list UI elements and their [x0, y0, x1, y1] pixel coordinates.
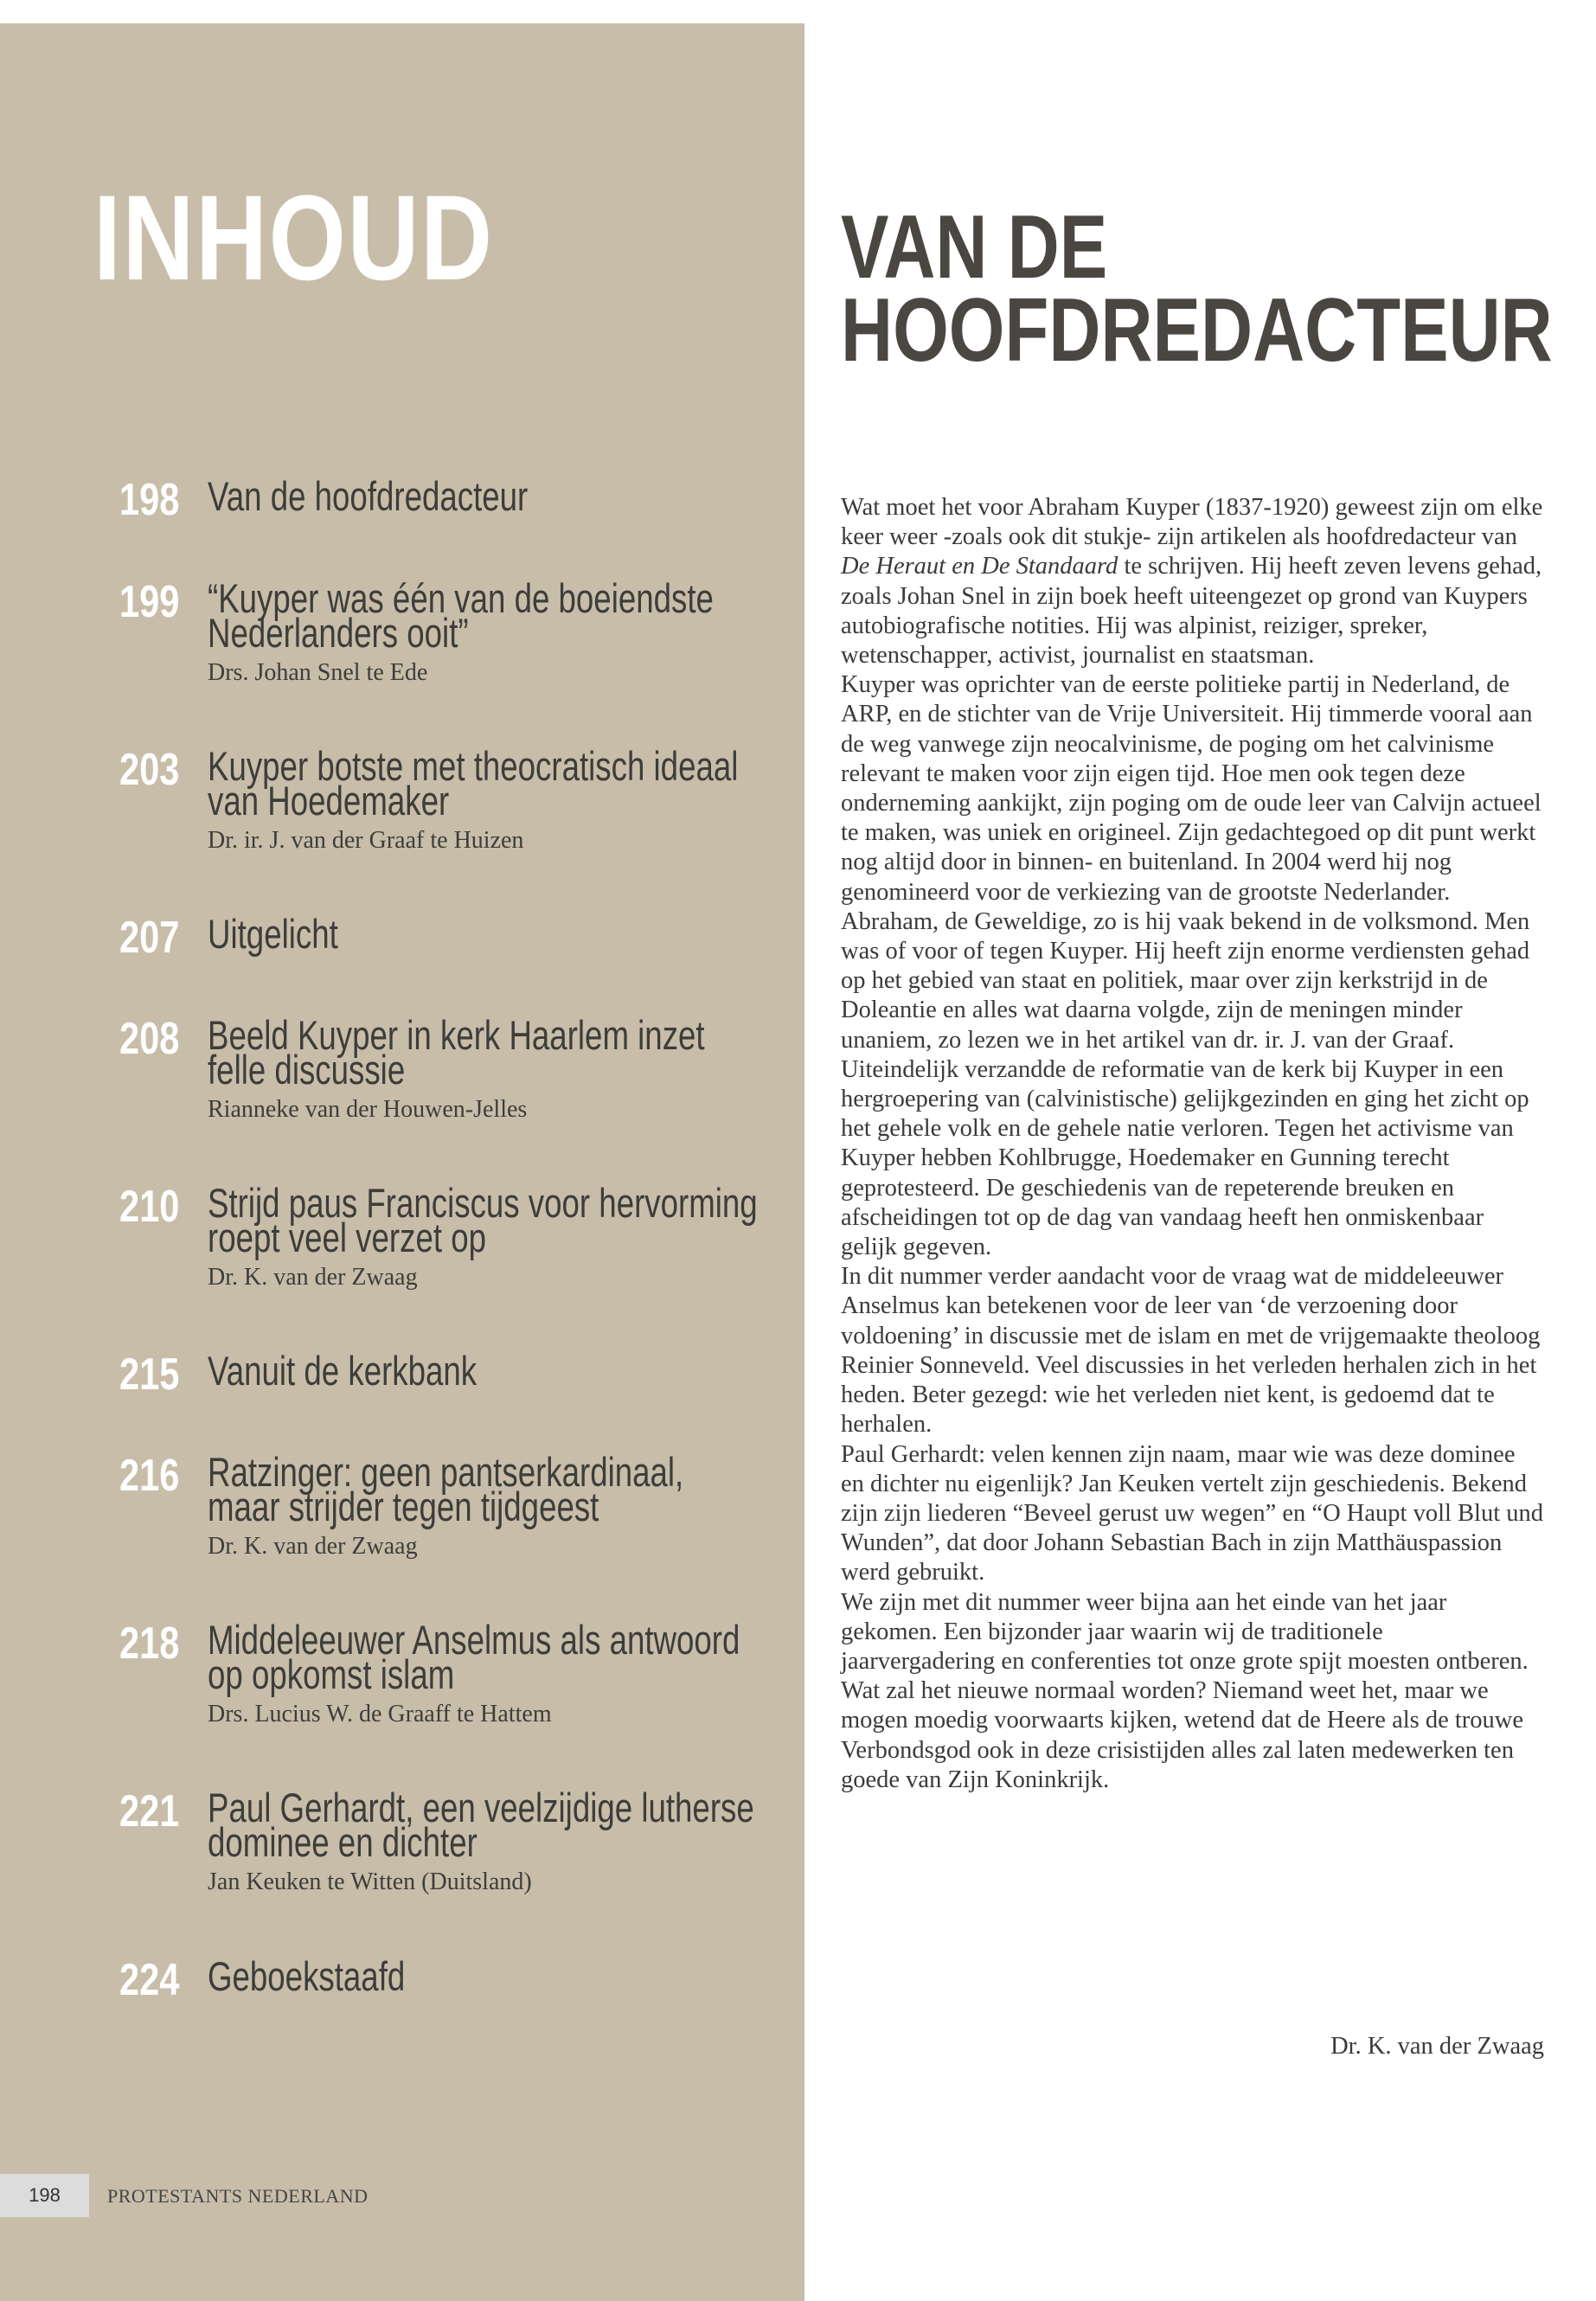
paragraph-text: te schrijven. Hij heeft zeven levens gehad, zoals Johan Snel in zijn boek heeft uiteengezet op grond van Kuypers autobiografische notities. Hij was alpinist, reiziger, spreker, wetenschapper, activist, journalist en staatsman. [841, 553, 1542, 670]
page-number: 198 [29, 2184, 61, 2206]
toc-author: Jan Keuken te Witten (Duitsland) [208, 1868, 532, 1895]
toc-title: Uitgelicht [208, 911, 338, 957]
toc-title: Vanuit de kerkbank [208, 1348, 478, 1394]
toc-page-number: 215 [119, 1349, 180, 1400]
toc-title: Strijd paus Franciscus voor hervorming roept veel verzet op [208, 1180, 758, 1260]
toc-page-number: 216 [119, 1451, 180, 1501]
toc-title: Paul Gerhardt, een veelzijdige lutherse dominee en dichter [208, 1785, 754, 1865]
toc-page-number: 224 [119, 1955, 180, 2005]
toc-page-number: 218 [119, 1618, 180, 1669]
article-paragraph: Abraham, de Geweldige, zo is hij vaak bekend in de volksmond. Men was of voor of tegen Kuyper. Hij heeft zijn enorme verdiensten gehad op het gebied van staat en politiek, maar over zijn kerkstrijd in de Doleantie en alles wat daarna volgde, zijn de meningen minder unaniem, zo lezen we in het artikel van dr. ir. J. van der Graaf. Uiteindelijk verzandde de reformatie van de kerk bij Kuyper in een hergroepering van (calvinistische) gelijkgezinden en ging het zicht op het gehele volk en de gehele natie verloren. Tegen het activisme van Kuyper hebben Kohlbrugge, Hoedemaker en Gunning terecht geprotesteerd. De geschiedenis van de repeterende breuken en afscheidingen tot op de dag van vandaag heeft hen onmiskenbaar gelijk gegeven. [841, 907, 1530, 1261]
publication-name: PROTESTANTS NEDERLAND [107, 2185, 369, 2207]
toc-title: Geboekstaafd [208, 1953, 406, 1999]
toc-title: Van de hoofdredacteur [208, 473, 529, 519]
article-heading [841, 197, 1553, 381]
toc-author: Dr. K. van der Zwaag [208, 1264, 418, 1291]
article-paragraph: Kuyper was oprichter van de eerste politieke partij in Nederland, de ARP, en de stichter van de Vrije Universiteit. Hij timmerde vooral aan de weg vanwege zijn neocalvinisme, de poging om het calvinisme relevant te maken voor zijn eigen tijd. Hoe men ook tegen deze onderneming aankijkt, zijn poging om de oude leer van Calvijn actueel te maken, was uniek en origineel. Zijn gedachtegoed op dit punt werkt nog altijd door in binnen- en buitenland. In 2004 werd hij nog genomineerd voor de verkiezing van de grootste Nederlander. [841, 671, 1542, 906]
toc-page-number: 221 [119, 1786, 180, 1836]
article-heading-line1: VAN DE [841, 197, 1108, 298]
toc-title: “Kuyper was één van de boeiendste Nederlanders ooit” [208, 575, 714, 656]
article-signature: Dr. K. van der Zwaag [1330, 2033, 1544, 2060]
article-heading-line2: HOOFDREDACTEUR [841, 280, 1553, 381]
toc-page-number: 208 [119, 1014, 180, 1064]
toc-title: Middeleeuwer Anselmus als antwoord op opkomst islam [208, 1617, 740, 1697]
toc-title: Ratzinger: geen pantserkardinaal, maar strijder tegen tijdgeest [208, 1449, 684, 1529]
toc-author: Drs. Johan Snel te Ede [208, 659, 428, 686]
toc-title: Kuyper botste met theocratisch ideaal van Hoedemaker [208, 743, 739, 824]
toc-page-number: 198 [119, 475, 180, 525]
article-paragraph: In dit nummer verder aandacht voor de vraag wat de middeleeuwer Anselmus kan betekenen voor de leer van ‘de verzoening door voldoening’ in discussie met de islam en met de vrijgemaakte theoloog Reinier Sonneveld. Veel discussies in het verleden herhalen zich in het heden. Beter gezegd: wie het verleden niet kent, is gedoemd dat te herhalen. [841, 1263, 1541, 1439]
toc-heading: INHOUD [93, 170, 494, 305]
article-paragraph: Paul Gerhardt: velen kennen zijn naam, maar wie was deze dominee en dichter nu eigenlijk? Jan Keuken vertelt zijn geschiedenis. Bekend zijn zijn liederen “Beveel gerust uw wegen” en “O Haupt voll Blut und Wunden”, dat door Johann Sebastian Bach in zijn Matthäuspassion werd gebruikt. [841, 1440, 1543, 1586]
toc-page-number: 210 [119, 1182, 180, 1232]
toc-author: Dr. K. van der Zwaag [208, 1533, 418, 1560]
toc-author: Rianneke van der Houwen-Jelles [208, 1096, 528, 1123]
publication-title-italic: De Heraut en De Standaard [841, 553, 1118, 580]
toc-page-number: 207 [119, 913, 180, 963]
article-paragraph: We zijn met dit nummer weer bijna aan het einde van het jaar gekomen. Een bijzonder jaar waarin wij de traditionele jaarvergadering en conferenties tot onze grote spijt moesten ontberen. Wat zal het nieuwe normaal worden? Niemand weet het, maar we mogen moedig voorwaarts kijken, wetend dat de Heere als de trouwe Verbondsgod ook in deze crisistijden alles zal laten medewerken ten goede van Zijn Koninkrijk. [841, 1588, 1529, 1793]
paragraph-text: Wat moet het voor Abraham Kuyper (1837-1920) geweest zijn om elke keer weer -zoals ook dit stukje- zijn artikelen als hoofdredacteur van [841, 494, 1543, 551]
article-paragraph [841, 493, 1543, 670]
article-body [841, 493, 1543, 1795]
toc-page-number: 199 [119, 577, 180, 627]
toc-page-number: 203 [119, 745, 180, 795]
toc-author: Drs. Lucius W. de Graaff te Hattem [208, 1701, 552, 1727]
toc-author: Dr. ir. J. van der Graaf te Huizen [208, 827, 524, 854]
toc-title: Beeld Kuyper in kerk Haarlem inzet felle discussie [208, 1012, 705, 1093]
